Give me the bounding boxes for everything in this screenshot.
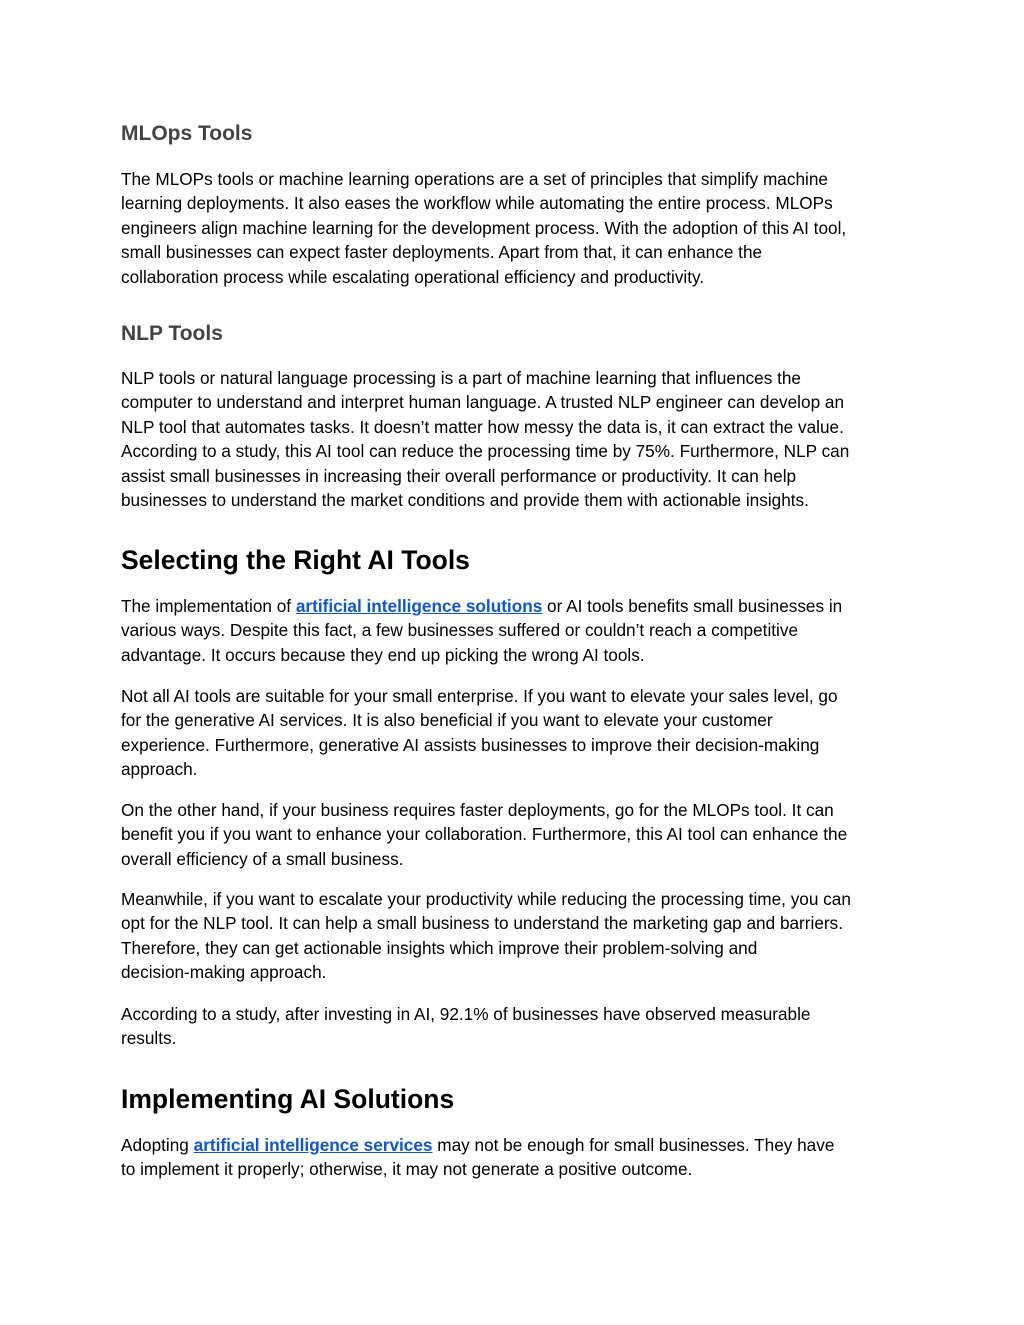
- text-line: opt for the NLP tool. It can help a small business to understand the marketing gap and barriers.: [121, 913, 843, 934]
- text-line: benefit you if you want to enhance your collaboration. Furthermore, this AI tool can enhance the: [121, 824, 848, 845]
- paragraph-selecting-4: [121, 887, 911, 985]
- text-line: decision-making approach.: [121, 962, 327, 983]
- text-line: [121, 1133, 911, 1157]
- text-line: experience. Furthermore, generative AI assists businesses to improve their decision-making: [121, 734, 820, 755]
- text-line: assist small businesses in increasing their overall performance or productivity. It can help: [121, 465, 797, 486]
- link-artificial-intelligence-services[interactable]: artificial intelligence services: [193, 1135, 433, 1155]
- paragraph-nlp: [121, 366, 911, 512]
- paragraph-mlops: [121, 167, 911, 289]
- text-segment: Adopting: [121, 1135, 194, 1155]
- heading-mlops-tools: MLOps Tools: [121, 122, 253, 145]
- paragraph-selecting-1: [121, 594, 911, 667]
- text-line: [121, 594, 911, 618]
- text-line: Meanwhile, if you want to escalate your productivity while reducing the processing time, you can: [121, 889, 851, 909]
- text-line: businesses to understand the market conditions and provide them with actionable insights.: [121, 490, 809, 511]
- text-line: engineers align machine learning for the development process. With the adoption of this AI tool,: [121, 217, 847, 238]
- text-segment: The implementation of: [121, 596, 296, 616]
- text-line: computer to understand and interpret human language. A trusted NLP engineer can develop an: [121, 392, 845, 413]
- text-line: small businesses can expect faster deployments. Apart from that, it can enhance the: [121, 242, 763, 263]
- text-line: learning deployments. It also eases the workflow while automating the entire process. MLOPs: [121, 193, 833, 214]
- text-segment: or AI tools benefits small businesses in: [542, 596, 843, 616]
- heading-nlp-tools: NLP Tools: [121, 322, 223, 345]
- text-line: According to a study, after investing in AI, 92.1% of businesses have observed measurable: [121, 1004, 811, 1024]
- text-line: collaboration process while escalating operational efficiency and productivity.: [121, 266, 705, 287]
- text-line: results.: [121, 1028, 177, 1049]
- text-line: for the generative AI services. It is also beneficial if you want to elevate your customer: [121, 710, 773, 731]
- text-line: Not all AI tools are suitable for your small enterprise. If you want to elevate your sales level, go: [121, 686, 838, 706]
- paragraph-selecting-3: [121, 798, 911, 871]
- text-line: overall efficiency of a small business.: [121, 848, 404, 869]
- text-segment: may not be enough for small businesses. They have: [432, 1135, 835, 1155]
- text-line: approach.: [121, 759, 198, 780]
- text-line: On the other hand, if your business requires faster deployments, go for the MLOPs tool. It can: [121, 800, 834, 820]
- link-artificial-intelligence-solutions[interactable]: artificial intelligence solutions: [295, 596, 543, 616]
- text-line: According to a study, this AI tool can reduce the processing time by 75%. Furthermore, NLP can: [121, 441, 850, 462]
- text-line: various ways. Despite this fact, a few businesses suffered or couldn’t reach a competitive: [121, 620, 799, 641]
- text-line: to implement it properly; otherwise, it may not generate a positive outcome.: [121, 1159, 693, 1180]
- text-line: NLP tools or natural language processing is a part of machine learning that influences the: [121, 368, 801, 388]
- text-line: advantage. It occurs because they end up picking the wrong AI tools.: [121, 644, 645, 665]
- paragraph-selecting-2: [121, 684, 911, 782]
- paragraph-implementing-1: [121, 1133, 911, 1182]
- text-line: NLP tool that automates tasks. It doesn’t matter how messy the data is, it can extract the value.: [121, 416, 844, 437]
- text-line: The MLOPs tools or machine learning operations are a set of principles that simplify machine: [121, 169, 828, 189]
- paragraph-selecting-5: [121, 1002, 911, 1051]
- heading-selecting-right-ai-tools: Selecting the Right AI Tools: [121, 545, 470, 575]
- text-line: Therefore, they can get actionable insights which improve their problem-solving and: [121, 937, 758, 958]
- heading-implementing-ai-solutions: Implementing AI Solutions: [121, 1084, 455, 1114]
